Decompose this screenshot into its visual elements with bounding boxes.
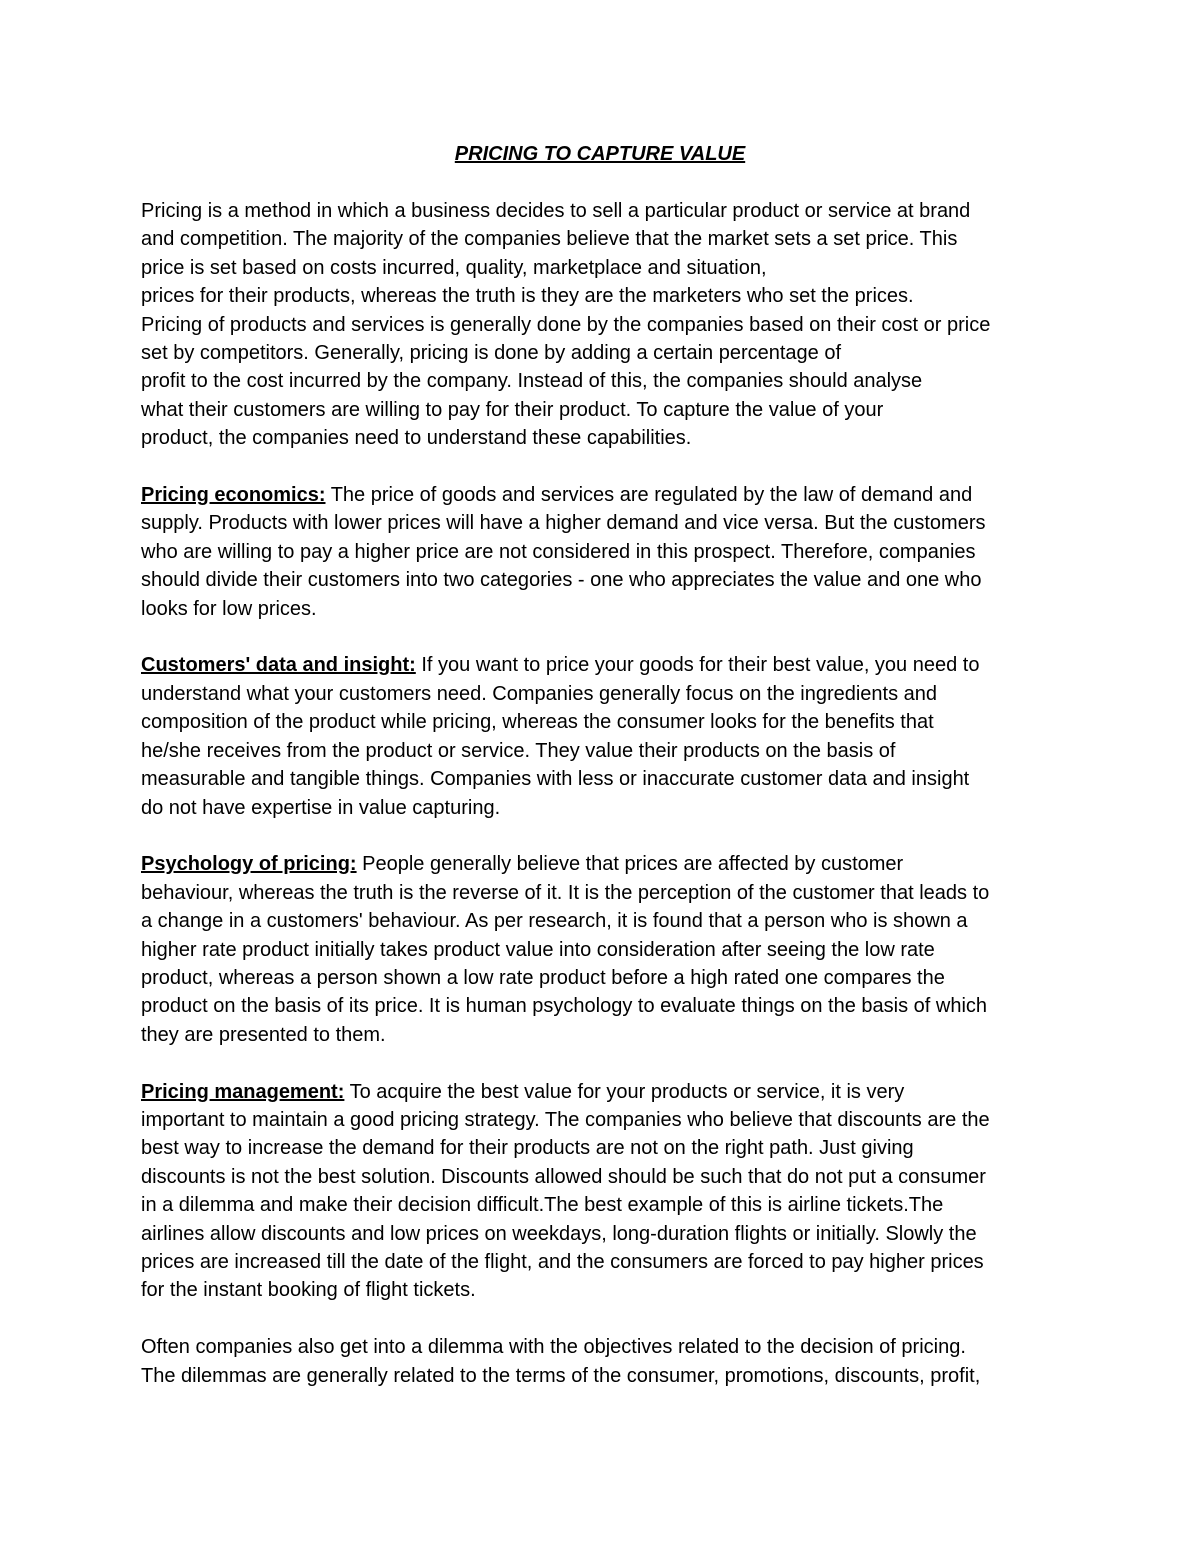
paragraph-line: behaviour, whereas the truth is the reverse of it. It is the perception of the customer that leads to	[141, 881, 990, 904]
section-first-line-text: People generally believe that prices are affected by customer	[356, 853, 904, 876]
paragraph-line: they are presented to them.	[141, 1023, 386, 1046]
paragraph-line: product, the companies need to understand these capabilities.	[141, 427, 692, 450]
paragraph-line: should divide their customers into two categories - one who appreciates the value and one who	[141, 569, 982, 592]
section-first-line-text: If you want to price your goods for their best value, you need to	[415, 654, 980, 677]
section-first-line-text: The price of goods and services are regulated by the law of demand and	[325, 484, 973, 507]
paragraph-line: airlines allow discounts and low prices on weekdays, long-duration flights or initially. Slowly the	[141, 1222, 977, 1245]
section-heading: Psychology of pricing:	[141, 853, 357, 876]
paragraph-line: he/she receives from the product or service. They value their products on the basis of	[141, 739, 896, 762]
paragraph-line: do not have expertise in value capturing.	[141, 796, 501, 819]
paragraph-line: Pricing is a method in which a business decides to sell a particular product or service at brand	[141, 200, 971, 222]
paragraph-line: set by competitors. Generally, pricing is done by adding a certain percentage of	[141, 342, 842, 365]
paragraph-line: price is set based on costs incurred, quality, marketplace and situation,	[141, 256, 767, 279]
paragraph-line	[141, 481, 1081, 509]
paragraph-line	[141, 1078, 1081, 1106]
paragraph-line: prices for their products, whereas the truth is they are the marketers who set the prices.	[141, 285, 914, 308]
paragraph-line: looks for low prices.	[141, 597, 317, 620]
document-body	[141, 197, 1081, 1418]
intro-paragraph	[141, 197, 1081, 453]
paragraph-line	[141, 651, 1081, 679]
section-heading: Pricing economics:	[141, 484, 326, 507]
paragraph-line	[141, 850, 1081, 878]
paragraph-line: who are willing to pay a higher price are not considered in this prospect. Therefore, companies	[141, 540, 976, 563]
section-heading: Customers' data and insight:	[141, 654, 416, 677]
paragraph-line: supply. Products with lower prices will have a higher demand and vice versa. But the customers	[141, 512, 986, 535]
paragraph-line: profit to the cost incurred by the company. Instead of this, the companies should analyse	[141, 370, 923, 393]
closing-paragraph	[141, 1333, 1081, 1390]
section-psychology-of-pricing	[141, 850, 1081, 1049]
paragraph-line: a change in a customers' behaviour. As per research, it is found that a person who is shown a	[141, 910, 968, 933]
paragraph-line: prices are increased till the date of the flight, and the consumers are forced to pay higher prices	[141, 1250, 984, 1273]
paragraph-line: best way to increase the demand for their products are not on the right path. Just giving	[141, 1137, 914, 1160]
paragraph-line: Often companies also get into a dilemma with the objectives related to the decision of pricing.	[141, 1336, 966, 1359]
paragraph-line: important to maintain a good pricing strategy. The companies who believe that discounts are the	[141, 1108, 990, 1131]
document-title: PRICING TO CAPTURE VALUE	[454, 143, 746, 165]
section-heading: Pricing management:	[141, 1080, 345, 1103]
section-pricing-management	[141, 1078, 1081, 1305]
paragraph-line: higher rate product initially takes product value into consideration after seeing the low rate	[141, 938, 935, 961]
paragraph-line: product on the basis of its price. It is human psychology to evaluate things on the basis of which	[141, 995, 988, 1018]
section-pricing-economics	[141, 481, 1081, 623]
paragraph-line: product, whereas a person shown a low rate product before a high rated one compares the	[141, 966, 945, 989]
paragraph-line: for the instant booking of flight tickets.	[141, 1279, 476, 1302]
section-customers-data	[141, 651, 1081, 821]
paragraph-line: discounts is not the best solution. Discounts allowed should be such that do not put a consumer	[141, 1165, 986, 1188]
paragraph-line: what their customers are willing to pay for their product. To capture the value of your	[141, 398, 884, 421]
paragraph-line: composition of the product while pricing, whereas the consumer looks for the benefits that	[141, 711, 934, 734]
paragraph-line: in a dilemma and make their decision difficult.The best example of this is airline tickets.The	[141, 1194, 944, 1217]
paragraph-line: Pricing of products and services is generally done by the companies based on their cost or price	[141, 313, 991, 336]
section-first-line-text: To acquire the best value for your products or service, it is very	[344, 1080, 905, 1103]
paragraph-line: The dilemmas are generally related to the terms of the consumer, promotions, discounts, profit,	[141, 1364, 981, 1387]
paragraph-line: and competition. The majority of the companies believe that the market sets a set price. This	[141, 228, 958, 251]
paragraph-line: understand what your customers need. Companies generally focus on the ingredients and	[141, 682, 938, 705]
paragraph-line: measurable and tangible things. Companies with less or inaccurate customer data and insight	[141, 768, 970, 791]
